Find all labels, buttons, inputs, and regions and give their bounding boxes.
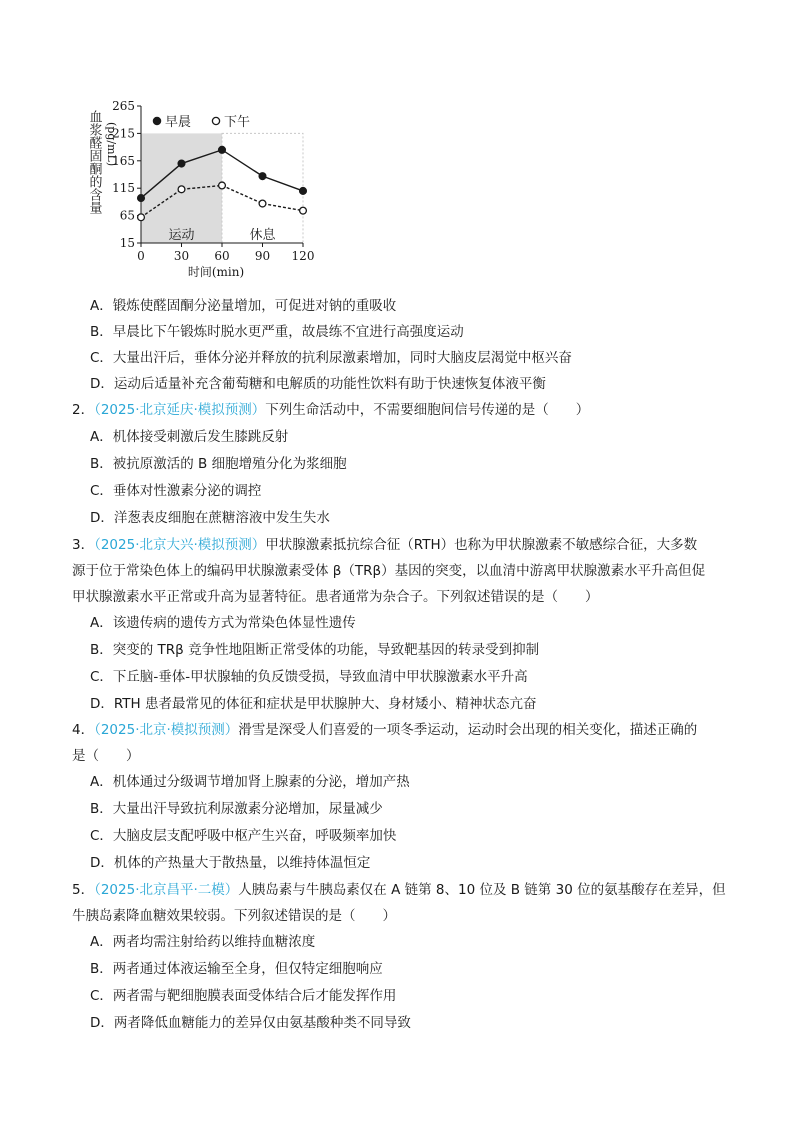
legend-label: 早晨	[165, 115, 192, 130]
x-axis-label: 时间(min)	[187, 265, 245, 279]
q1-option-c: C．大量出汗后，垂体分泌并释放的抗利尿激素增加，同时大脑皮层渴觉中枢兴奋	[90, 350, 572, 366]
q5-option-d: D．两者降低血糖能力的差异仅由氨基酸种类不同导致	[90, 1015, 411, 1031]
x-tick-label: 30	[173, 249, 190, 263]
region-label: 运动	[168, 228, 195, 243]
data-point	[219, 182, 226, 189]
q4-option-d: D．机体的产热量大于散热量，以维持体温恒定	[90, 855, 371, 871]
y-tick-label: 15	[119, 236, 135, 250]
legend-marker	[212, 117, 219, 124]
q5-stem-line2: 牛胰岛素降血糖效果较弱。下列叙述错误的是（ ）	[72, 908, 396, 924]
data-point	[138, 214, 145, 221]
x-tick-label: 120	[291, 249, 315, 263]
q3-stem-line1	[72, 535, 697, 555]
q3-option-a: A．该遗传病的遗传方式为常染色体显性遗传	[90, 615, 356, 631]
q2-option-c: C．垂体对性激素分泌的调控	[90, 483, 262, 499]
q5-option-b: B．两者通过体液运输至全身，但仅特定细胞响应	[90, 961, 383, 977]
data-point	[259, 173, 266, 180]
q3-stem-text-1: 甲状腺激素抵抗综合征（RTH）也称为甲状腺激素不敏感综合征，大多数	[265, 537, 698, 553]
aldosterone-line-chart	[78, 100, 328, 290]
q2-number: 2．	[72, 402, 95, 418]
legend	[153, 115, 250, 130]
q5-stem-line1	[72, 880, 726, 900]
q3-source: （2025·北京大兴·模拟预测）	[94, 537, 266, 553]
y-axis-label-main: 血浆醛固酮的含量	[86, 110, 102, 214]
q5-number: 5．	[72, 882, 95, 898]
x-tick-label: 0	[137, 249, 145, 263]
q5-option-c: C．两者需与靶细胞膜表面受体结合后才能发挥作用	[90, 988, 397, 1004]
data-point	[300, 188, 307, 195]
q5-stem-text-1: 人胰岛素与牛胰岛素仅在 A 链第 8、10 位及 B 链第 30 位的氨基酸存在差异，但	[238, 882, 726, 898]
y-tick-label: 115	[112, 181, 135, 196]
q2-source: （2025·北京延庆·模拟预测）	[94, 402, 266, 418]
q4-option-b: B．大量出汗导致抗利尿激素分泌增加，尿量减少	[90, 801, 383, 817]
q4-source: （2025·北京·模拟预测）	[94, 722, 239, 738]
q5-source: （2025·北京昌平·二模）	[94, 882, 239, 898]
q1-option-a: A．锻炼使醛固酮分泌量增加，可促进对钠的重吸收	[90, 298, 397, 314]
q4-stem-line2: 是（ ）	[72, 748, 140, 764]
q2-option-d: D．洋葱表皮细胞在蔗糖溶液中发生失水	[90, 510, 330, 526]
q4-option-c: C．大脑皮层支配呼吸中枢产生兴奋，呼吸频率加快	[90, 828, 397, 844]
q2-option-a: A．机体接受刺激后发生膝跳反射	[90, 429, 289, 445]
y-tick-label: 165	[112, 153, 135, 168]
q4-number: 4．	[72, 722, 95, 738]
q2-option-b: B．被抗原激活的 B 细胞增殖分化为浆细胞	[90, 456, 347, 472]
data-point	[138, 195, 145, 202]
data-point	[178, 186, 185, 193]
q4-stem-line1	[72, 720, 697, 740]
q2-stem	[72, 400, 589, 420]
q3-stem-line2: 源于位于常染色体上的编码甲状腺激素受体 β（TRβ）基因的突变，以血清中游离甲状腺激素水平升高但促	[72, 563, 706, 579]
q3-number: 3．	[72, 537, 95, 553]
data-point	[178, 160, 185, 167]
data-point	[300, 207, 307, 214]
x-tick-label: 90	[254, 249, 271, 263]
q1-option-b: B．早晨比下午锻炼时脱水更严重，故晨练不宜进行高强度运动	[90, 324, 464, 340]
q3-option-d: D．RTH 患者最常见的体征和症状是甲状腺肿大、身材矮小、精神状态亢奋	[90, 696, 537, 712]
y-tick-label: 65	[119, 208, 135, 223]
q3-option-c: C．下丘脑-垂体-甲状腺轴的负反馈受损，导致血清中甲状腺激素水平升高	[90, 669, 528, 685]
q3-stem-line3: 甲状腺激素水平正常或升高为显著特征。患者通常为杂合子。下列叙述错误的是（ ）	[72, 589, 599, 605]
plot-frame	[222, 133, 303, 243]
region-label: 休息	[249, 228, 276, 243]
y-axis-label-unit: (pg/mL)	[105, 122, 118, 167]
legend-label: 下午	[224, 115, 251, 130]
y-tick-label: 215	[112, 126, 135, 141]
q5-option-a: A．两者均需注射给药以维持血糖浓度	[90, 934, 316, 950]
data-point	[259, 200, 266, 207]
x-tick-label: 60	[214, 249, 230, 263]
data-point	[219, 146, 226, 153]
y-tick-label: 265	[112, 100, 135, 113]
q4-option-a: A．机体通过分级调节增加肾上腺素的分泌，增加产热	[90, 774, 410, 790]
q1-option-d: D．运动后适量补充含葡萄糖和电解质的功能性饮料有助于快速恢复体液平衡	[90, 376, 546, 392]
q4-stem-text-1: 滑雪是深受人们喜爱的一项冬季运动，运动时会出现的相关变化，描述正确的	[238, 722, 698, 738]
q3-option-b: B．突变的 TRβ 竞争性地阻断正常受体的功能，导致靶基因的转录受到抑制	[90, 642, 540, 658]
x-tick-labels	[137, 243, 314, 263]
q2-stem-text: 下列生命活动中，不需要细胞间信号传递的是（ ）	[265, 402, 590, 418]
legend-marker	[153, 117, 160, 124]
